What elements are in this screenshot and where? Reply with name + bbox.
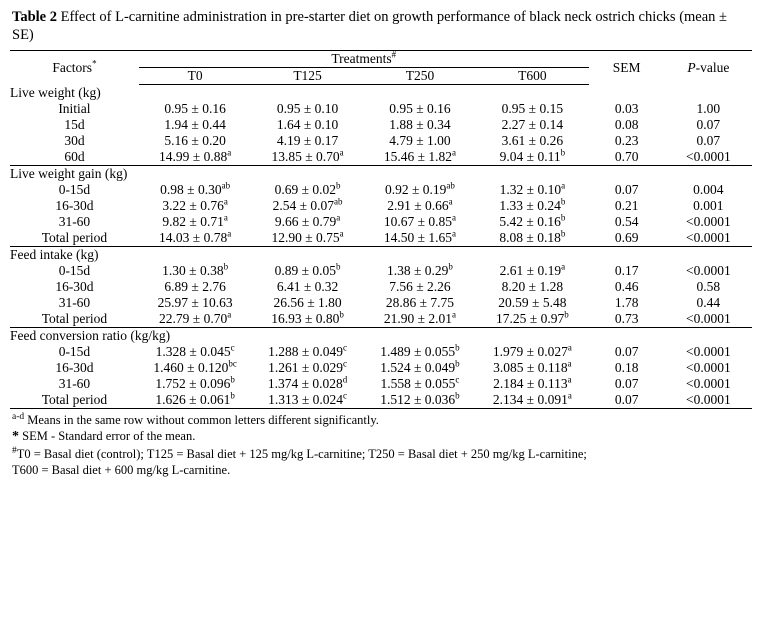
table-row bbox=[10, 101, 752, 117]
cell-pvalue: 0.001 bbox=[693, 198, 724, 214]
table-footnotes bbox=[10, 412, 752, 478]
header-factors-sup: * bbox=[92, 58, 97, 69]
footnote-sem bbox=[12, 428, 752, 446]
cell-pvalue: 0.07 bbox=[696, 117, 721, 133]
header-treatments-label: Treatments bbox=[331, 51, 392, 67]
table-caption-label: Table 2 bbox=[12, 9, 57, 25]
cell-sem: 0.07 bbox=[614, 376, 639, 392]
group-header-row bbox=[10, 247, 752, 264]
footnote-text: T0 = Basal diet (control); T125 = Basal diet + 125 mg/kg L-carnitine; T250 = Basal diet + 250 mg/kg L-carnitine; bbox=[16, 447, 587, 462]
table-row bbox=[10, 214, 752, 230]
cell-t0: 14.99 ± 0.88$^a$ bbox=[139, 149, 251, 166]
header-factors-label: Factors bbox=[52, 60, 93, 75]
cell-t250: 1.524 ± 0.049$^b$ bbox=[380, 358, 460, 376]
cell-sem: 0.07 bbox=[614, 344, 639, 360]
row-label: 16-30d bbox=[55, 198, 94, 214]
cell-pvalue: <0.0001 bbox=[665, 230, 752, 247]
cell-sem: 0.70 bbox=[589, 149, 665, 166]
cell-sem: 0.17 bbox=[614, 263, 639, 279]
cell-t250: 1.558 ± 0.055$^c$ bbox=[380, 374, 460, 392]
footnote-text: SEM - Standard error of the mean. bbox=[19, 429, 196, 444]
cell-pvalue: <0.0001 bbox=[685, 360, 731, 376]
cell-sem: 0.03 bbox=[614, 101, 639, 117]
cell-t0: 1.328 ± 0.045$^c$ bbox=[155, 342, 235, 360]
cell-t600: 2.184 ± 0.113$^a$ bbox=[493, 374, 572, 392]
header-treatments bbox=[139, 51, 589, 68]
cell-t125: 9.66 ± 0.79$^a$ bbox=[274, 212, 341, 230]
cell-t250: 1.38 ± 0.29$^b$ bbox=[387, 261, 453, 279]
row-label: Total period bbox=[10, 311, 139, 328]
header-pvalue-rest: -value bbox=[695, 60, 730, 75]
header-factors bbox=[10, 51, 139, 85]
cell-sem: 0.08 bbox=[614, 117, 639, 133]
cell-t0: 1.94 ± 0.44 bbox=[164, 117, 226, 133]
cell-t250: 2.91 ± 0.66$^a$ bbox=[387, 196, 453, 214]
cell-t125: 13.85 ± 0.70$^a$ bbox=[251, 149, 363, 166]
cell-t250: 4.79 ± 1.00 bbox=[389, 133, 451, 149]
cell-sem: 0.73 bbox=[589, 311, 665, 328]
growth-performance-table bbox=[10, 50, 752, 409]
cell-t600: 1.979 ± 0.027$^a$ bbox=[492, 342, 572, 360]
cell-t250: 0.92 ± 0.19$^{ab}$ bbox=[385, 180, 455, 198]
cell-t0: 5.16 ± 0.20 bbox=[164, 133, 226, 149]
cell-t0: 1.30 ± 0.38$^b$ bbox=[162, 261, 229, 279]
row-label: 31-60 bbox=[58, 214, 91, 230]
cell-t250: 28.86 ± 7.75 bbox=[385, 295, 455, 311]
row-label: Total period bbox=[10, 392, 139, 409]
cell-t600: 20.59 ± 5.48 bbox=[498, 295, 567, 311]
group-header-row bbox=[10, 328, 752, 345]
cell-t250: 7.56 ± 2.26 bbox=[389, 279, 451, 295]
row-label: 15d bbox=[64, 117, 85, 133]
cell-t250: 0.95 ± 0.16 bbox=[389, 101, 451, 117]
cell-t125: 1.288 ± 0.049$^c$ bbox=[268, 342, 348, 360]
row-label: 0-15d bbox=[58, 344, 91, 360]
cell-t600: 2.61 ± 0.19$^a$ bbox=[499, 261, 566, 279]
cell-pvalue: <0.0001 bbox=[685, 214, 731, 230]
group-header-row bbox=[10, 85, 752, 102]
header-col-t600: T600 bbox=[476, 68, 588, 85]
table-row bbox=[10, 133, 752, 149]
cell-pvalue: 0.07 bbox=[696, 133, 721, 149]
table-row bbox=[10, 392, 752, 409]
row-label: 0-15d bbox=[58, 263, 91, 279]
group-title: Feed intake (kg) bbox=[10, 247, 99, 263]
cell-t125: 0.95 ± 0.10 bbox=[276, 101, 339, 117]
cell-t125: 12.90 ± 0.75$^a$ bbox=[251, 230, 363, 247]
cell-t125: 0.89 ± 0.05$^b$ bbox=[274, 261, 341, 279]
footnote-text: Means in the same row without common letters different significantly. bbox=[24, 413, 379, 428]
table-row bbox=[10, 198, 752, 214]
header-pvalue bbox=[665, 51, 752, 85]
cell-t250: 10.67 ± 0.85$^a$ bbox=[383, 212, 457, 230]
cell-sem: 1.78 bbox=[614, 295, 639, 311]
cell-pvalue: <0.0001 bbox=[665, 149, 752, 166]
cell-t125: 1.64 ± 0.10 bbox=[276, 117, 339, 133]
cell-pvalue: <0.0001 bbox=[685, 263, 731, 279]
row-label: 0-15d bbox=[58, 182, 91, 198]
cell-t600: 8.20 ± 1.28 bbox=[501, 279, 564, 295]
cell-t600: 1.32 ± 0.10$^a$ bbox=[499, 180, 566, 198]
cell-pvalue: <0.0001 bbox=[685, 376, 731, 392]
row-label: 31-60 bbox=[58, 295, 91, 311]
row-label: 60d bbox=[10, 149, 139, 166]
cell-t0: 6.89 ± 2.76 bbox=[164, 279, 226, 295]
cell-sem: 0.54 bbox=[614, 214, 639, 230]
cell-sem: 0.46 bbox=[614, 279, 639, 295]
cell-t0: 0.98 ± 0.30$^{ab}$ bbox=[160, 180, 231, 198]
cell-t250: 15.46 ± 1.82$^a$ bbox=[364, 149, 476, 166]
cell-pvalue: <0.0001 bbox=[685, 344, 731, 360]
cell-pvalue: <0.0001 bbox=[665, 311, 752, 328]
cell-t0: 22.79 ± 0.70$^a$ bbox=[139, 311, 251, 328]
cell-t250: 1.88 ± 0.34 bbox=[389, 117, 451, 133]
cell-t0: 0.95 ± 0.16 bbox=[164, 101, 226, 117]
cell-t250: 14.50 ± 1.65$^a$ bbox=[364, 230, 476, 247]
cell-t125: 1.374 ± 0.028$^d$ bbox=[267, 374, 348, 392]
row-label: 30d bbox=[64, 133, 85, 149]
header-treatments-sup: # bbox=[391, 49, 397, 60]
cell-t250: 1.512 ± 0.036$^b$ bbox=[364, 392, 476, 409]
cell-pvalue: <0.0001 bbox=[665, 392, 752, 409]
group-title: Live weight gain (kg) bbox=[10, 166, 128, 182]
table-top-rule bbox=[10, 51, 752, 68]
table-row bbox=[10, 295, 752, 311]
cell-t250: 1.489 ± 0.055$^b$ bbox=[380, 342, 460, 360]
header-pvalue-italic: P bbox=[687, 60, 696, 75]
row-label: 16-30d bbox=[55, 360, 94, 376]
cell-t125: 16.93 ± 0.80$^b$ bbox=[251, 311, 363, 328]
cell-t0: 3.22 ± 0.76$^a$ bbox=[162, 196, 228, 214]
table-row bbox=[10, 344, 752, 360]
cell-t600: 2.134 ± 0.091$^a$ bbox=[476, 392, 588, 409]
cell-t250: 21.90 ± 2.01$^a$ bbox=[364, 311, 476, 328]
table-row bbox=[10, 279, 752, 295]
table-row bbox=[10, 117, 752, 133]
footnote-star: * bbox=[12, 429, 19, 445]
cell-t600: 3.085 ± 0.118$^a$ bbox=[493, 358, 572, 376]
cell-sem: 0.21 bbox=[614, 198, 639, 214]
cell-t600: 5.42 ± 0.16$^b$ bbox=[499, 212, 566, 230]
cell-t600: 9.04 ± 0.11$^b$ bbox=[476, 149, 588, 166]
table-row bbox=[10, 376, 752, 392]
cell-sem: 0.18 bbox=[614, 360, 639, 376]
cell-sem: 0.69 bbox=[589, 230, 665, 247]
cell-t600: 1.33 ± 0.24$^b$ bbox=[499, 196, 566, 214]
row-label: 31-60 bbox=[58, 376, 91, 392]
group-title: Feed conversion ratio (kg/kg) bbox=[10, 328, 171, 344]
cell-sem: 0.07 bbox=[589, 392, 665, 409]
group-header-row bbox=[10, 166, 752, 183]
footnote-superscript: a-d bbox=[12, 412, 25, 423]
table-row bbox=[10, 182, 752, 198]
row-label: Total period bbox=[10, 230, 139, 247]
cell-sem: 0.23 bbox=[614, 133, 639, 149]
footnote-letters bbox=[12, 412, 752, 428]
table-row bbox=[10, 230, 752, 247]
footnote-text: T600 = Basal diet + 600 mg/kg L-carnitine. bbox=[12, 463, 231, 478]
cell-t600: 3.61 ± 0.26 bbox=[501, 133, 564, 149]
table-caption bbox=[12, 8, 750, 44]
cell-pvalue: 0.44 bbox=[696, 295, 721, 311]
cell-t125: 26.56 ± 1.80 bbox=[273, 295, 342, 311]
cell-t125: 1.313 ± 0.024$^c$ bbox=[251, 392, 363, 409]
group-title: Live weight (kg) bbox=[10, 85, 101, 101]
cell-t600: 2.27 ± 0.14 bbox=[501, 117, 564, 133]
table-row bbox=[10, 360, 752, 376]
row-label: Initial bbox=[58, 101, 91, 117]
cell-t125: 1.261 ± 0.029$^c$ bbox=[268, 358, 348, 376]
table-row bbox=[10, 311, 752, 328]
header-sem: SEM bbox=[589, 51, 665, 85]
cell-pvalue: 0.58 bbox=[696, 279, 721, 295]
cell-pvalue: 0.004 bbox=[693, 182, 724, 198]
header-col-t0: T0 bbox=[139, 68, 251, 85]
cell-t125: 2.54 ± 0.07$^{ab}$ bbox=[272, 196, 343, 214]
table-caption-text: Effect of L-carnitine administration in pre-starter diet on growth performance of black neck ostrich chicks (mean ± SE) bbox=[12, 9, 728, 44]
cell-t0: 9.82 ± 0.71$^a$ bbox=[162, 212, 228, 230]
footnote-treatments-cont bbox=[12, 462, 752, 478]
cell-t600: 17.25 ± 0.97$^b$ bbox=[476, 311, 588, 328]
cell-sem: 0.07 bbox=[614, 182, 639, 198]
header-col-t250: T250 bbox=[364, 68, 476, 85]
cell-t600: 8.08 ± 0.18$^b$ bbox=[476, 230, 588, 247]
table-row bbox=[10, 263, 752, 279]
cell-t125: 4.19 ± 0.17 bbox=[276, 133, 339, 149]
cell-t125: 6.41 ± 0.32 bbox=[276, 279, 339, 295]
cell-pvalue: 1.00 bbox=[696, 101, 721, 117]
row-label: 16-30d bbox=[55, 279, 94, 295]
footnote-treatments bbox=[12, 446, 752, 462]
cell-t125: 0.69 ± 0.02$^b$ bbox=[274, 180, 341, 198]
cell-t600: 0.95 ± 0.15 bbox=[501, 101, 564, 117]
cell-t0: 25.97 ± 10.63 bbox=[157, 295, 233, 311]
cell-t0: 14.03 ± 0.78$^a$ bbox=[139, 230, 251, 247]
cell-t0: 1.460 ± 0.120$^{bc}$ bbox=[153, 358, 237, 376]
cell-t0: 1.752 ± 0.096$^b$ bbox=[155, 374, 235, 392]
table-row bbox=[10, 149, 752, 166]
header-col-t125: T125 bbox=[251, 68, 363, 85]
cell-t0: 1.626 ± 0.061$^b$ bbox=[139, 392, 251, 409]
footnote-superscript: # bbox=[12, 446, 17, 456]
